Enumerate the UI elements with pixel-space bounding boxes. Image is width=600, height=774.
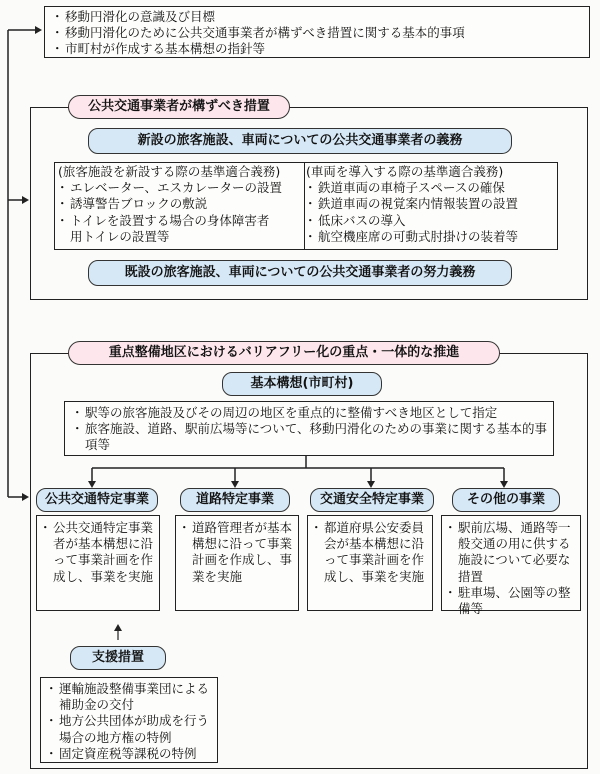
list-item: ・ 移動円滑化のために公共交通事業者が構ずべき措置に関する基本的事項 (53, 25, 589, 41)
top-box-list (53, 9, 589, 58)
project-title-traffic-safety: 交通安全特定事業 (310, 488, 434, 512)
list-item: ・ トイレを設置する場合の身体障害者用トイレの設置等 (58, 213, 270, 245)
project-box-other (441, 515, 581, 617)
project-box-traffic-safety (307, 515, 433, 611)
list-item: ・ 固定資産税等課税の特例 (47, 746, 213, 762)
list-item: ・ エレベーター、エスカレーターの設置 (58, 180, 302, 196)
list-item: ・ 運輸施設整備事業団による補助金の交付 (47, 681, 213, 713)
support-title: 支援措置 (70, 646, 166, 670)
new-facilities-title: 新設の旅客施設、車両についての公共交通事業者の義務 (88, 128, 512, 154)
project-title-road: 道路特定事業 (180, 488, 290, 512)
basic-plan-box (64, 401, 554, 456)
facility-obligations-heading: (旅客施設を新設する際の基準適合義務) (58, 164, 281, 179)
project-box-road (175, 515, 299, 611)
list-item: ・ 旅客施設、道路、駅前広場等について、移動円滑化のための事業に関する基本的事項等 (73, 421, 547, 453)
top-box (44, 6, 590, 58)
list-item: ・ 低床バスの導入 (306, 213, 556, 229)
list-item: ・ 都道府県公安委員会が基本構想に沿って事業計画を作成し、事業を実施 (312, 520, 428, 585)
list-item: ・ 駅前広場、通路等一般交通の用に供する施設について必要な措置 (446, 520, 576, 585)
section2-title: 重点整備地区におけるバリアフリー化の重点・一体的な推進 (68, 341, 500, 365)
section1-title: 公共交通事業者が構ずべき措置 (68, 95, 290, 119)
list-item: ・ 市町村が作成する基本構想の指針等 (53, 41, 589, 57)
basic-plan-title: 基本構想(市町村) (222, 372, 382, 396)
list-item: ・ 駅等の旅客施設及びその周辺の地区を重点的に整備すべき地区として指定 (73, 405, 547, 421)
list-item: ・ 誘導警告ブロックの敷説 (58, 196, 302, 212)
facility-obligations (58, 164, 302, 245)
list-item: ・ 航空機座席の可動式肘掛けの装着等 (306, 229, 556, 245)
list-item: ・ 駐車場、公園等の整備等 (446, 585, 576, 617)
list-item: ・ 移動円滑化の意識及び目標 (53, 9, 589, 25)
vehicle-obligations (306, 164, 556, 245)
list-item: ・ 公共交通特定事業者が基本構想に沿って事業計画を作成し、事業を実施 (41, 520, 155, 585)
project-title-other: その他の事業 (452, 488, 560, 512)
list-item: ・ 鉄道車両の車椅子スペースの確保 (306, 180, 556, 196)
support-box (40, 677, 218, 763)
list-item: ・ 地方公共団体が助成を行う場合の地方権の特例 (47, 713, 213, 745)
project-box-public-transport (36, 515, 160, 611)
existing-facilities-title: 既設の旅客施設、車両についての公共交通事業者の努力義務 (88, 260, 512, 286)
project-title-public-transport: 公共交通特定事業 (36, 488, 158, 512)
vehicle-obligations-heading: (車両を導入する際の基準適合義務) (306, 164, 504, 179)
list-item: ・ 鉄道車両の視覚案内情報装置の設置 (306, 196, 556, 212)
list-item: ・ 道路管理者が基本構想に沿って事業計画を作成し、事業を実施 (180, 520, 294, 585)
